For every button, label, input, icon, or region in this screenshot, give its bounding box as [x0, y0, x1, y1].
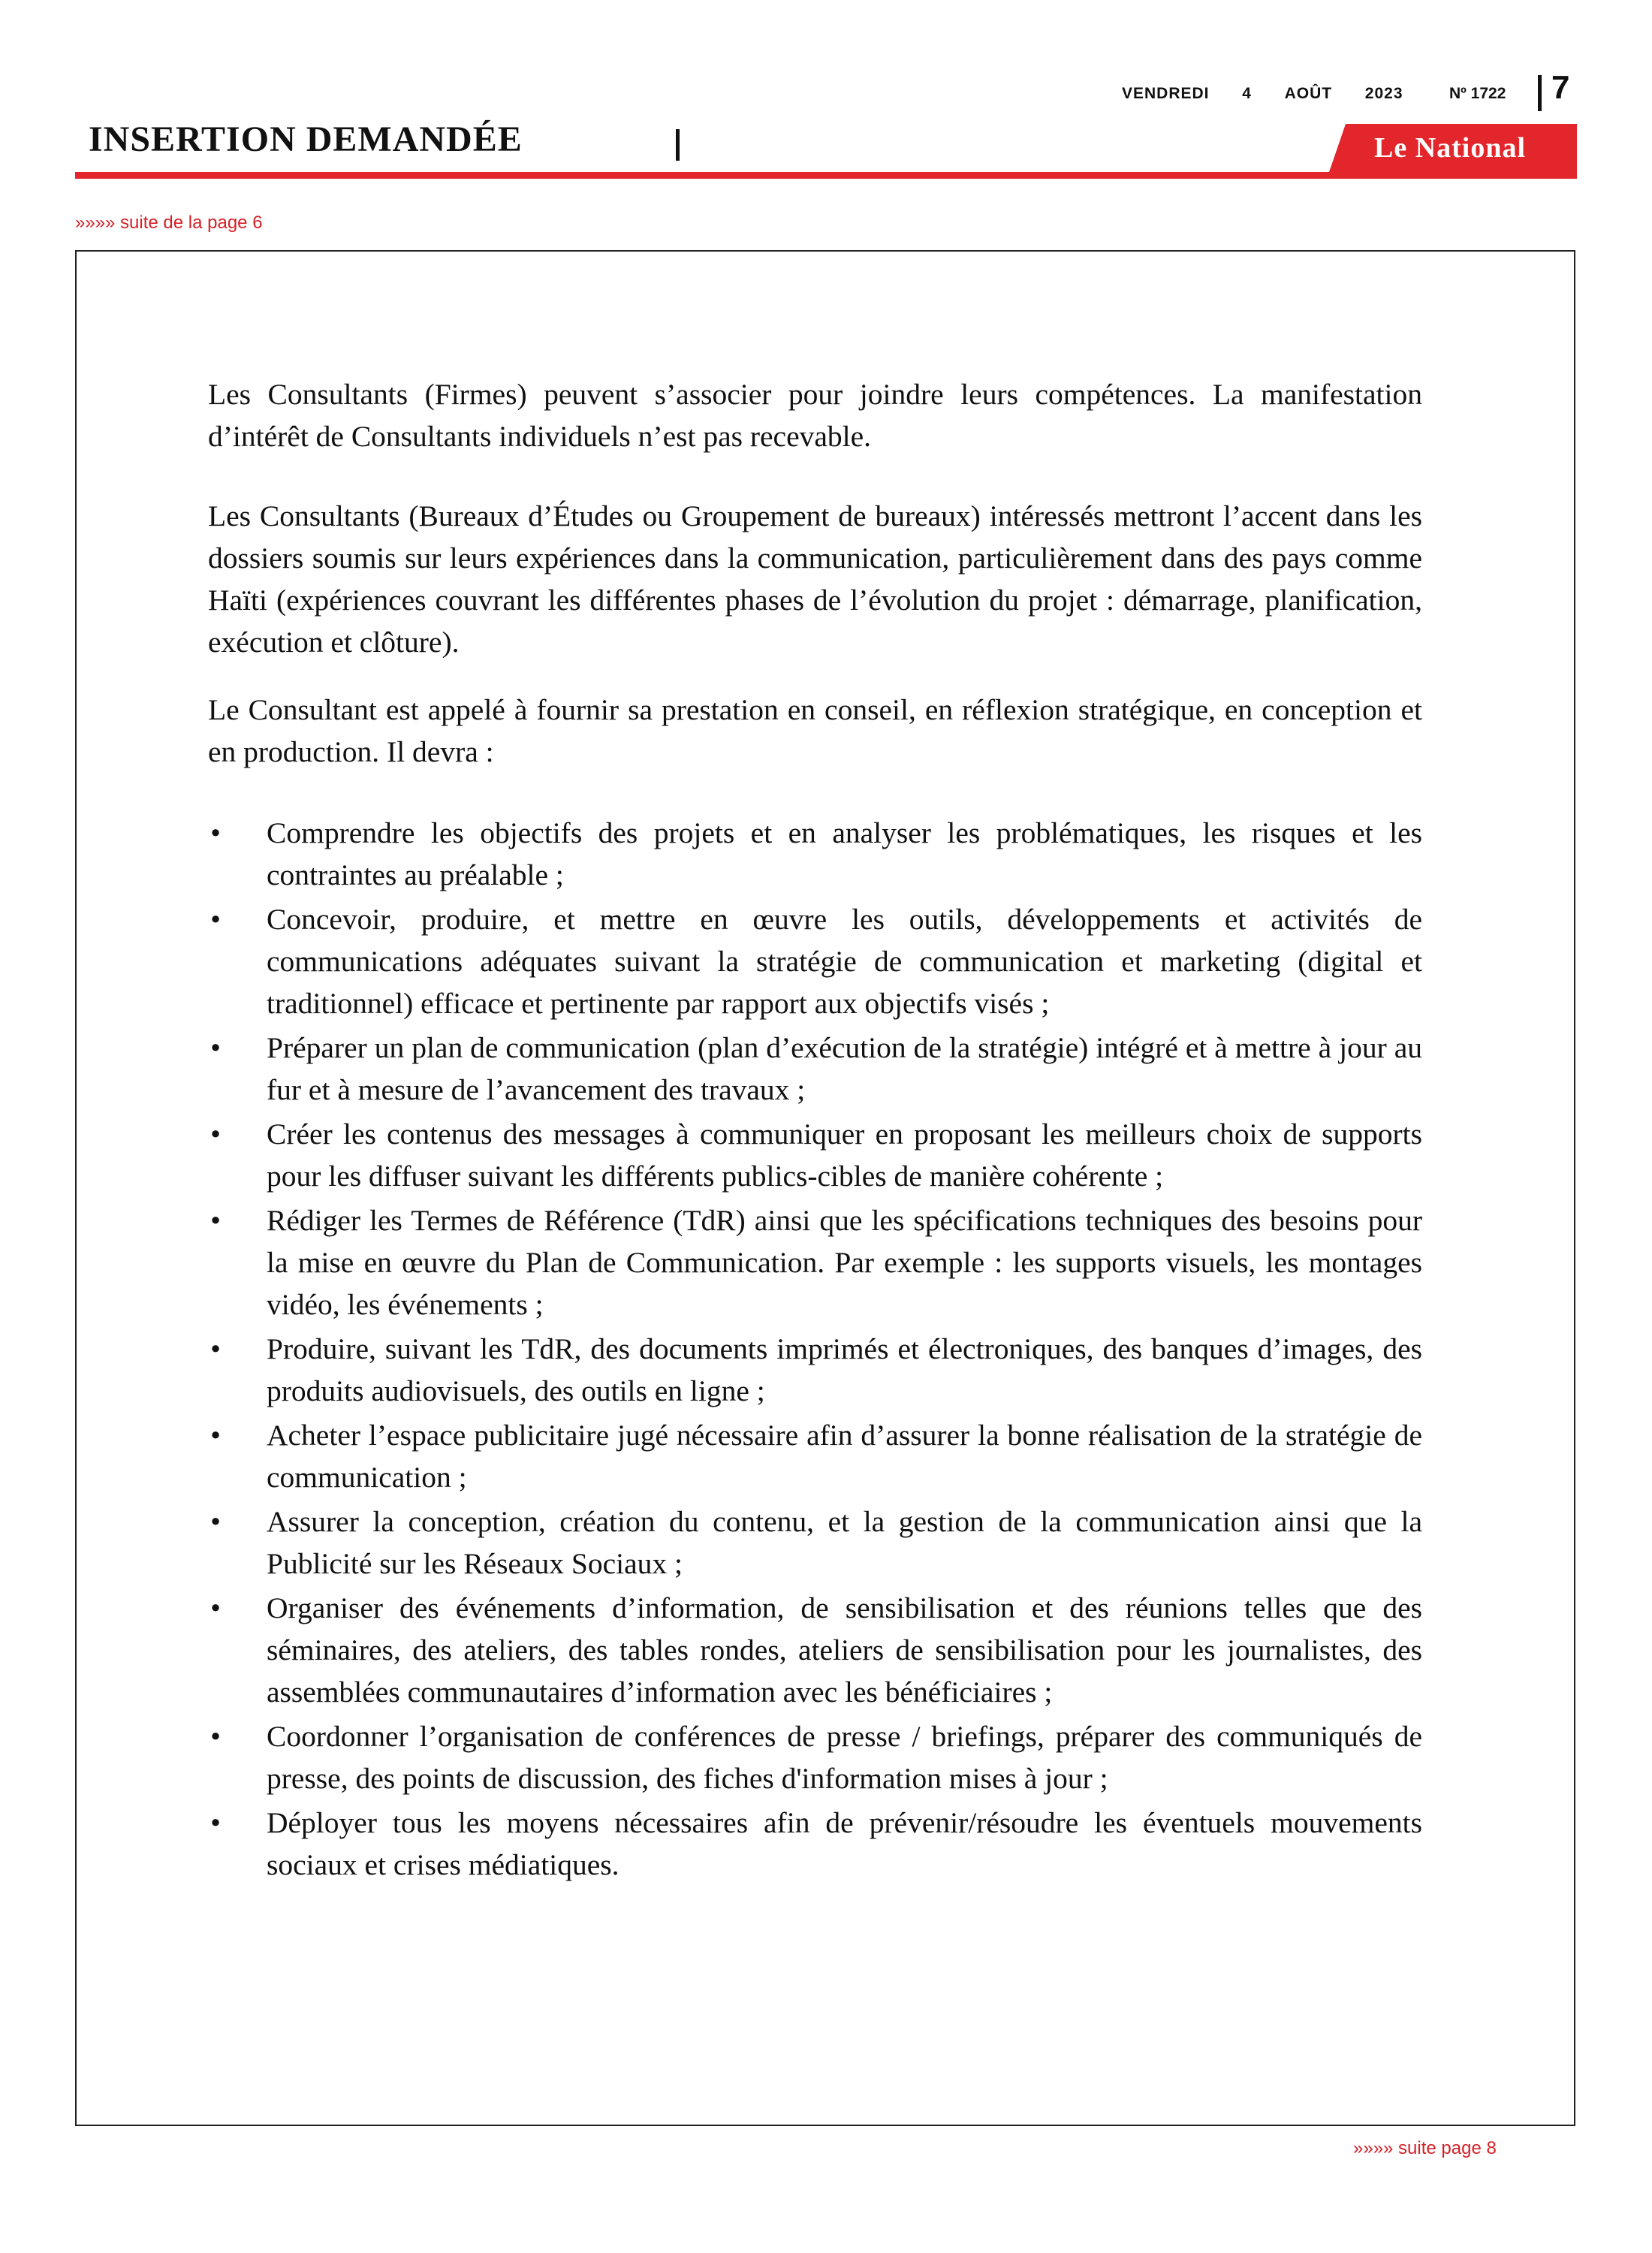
list-item	[208, 1414, 1422, 1498]
bullet-icon: •	[210, 1031, 221, 1064]
list-item	[208, 898, 1422, 1024]
list-item	[208, 812, 1422, 896]
list-item-text: Préparer un plan de communication (plan d’exécution de la stratégie) intégré et à mettre à jour au fur et à mesure de l’avancement des travaux ;	[267, 1031, 1422, 1106]
bullet-icon: •	[210, 1505, 221, 1538]
list-item	[208, 1715, 1422, 1799]
paragraph-experience: Les Consultants (Bureaux d’Études ou Groupement de bureaux) intéressés mettront l’accent dans les dossiers soumis sur leurs expériences dans la communication, particulièrement dans des pays comme Haïti (expériences couvrant les différentes phases de l’évolution du projet : démarrage, planification, exécution et clôture).	[208, 499, 1422, 659]
list-item-text: Coordonner l’organisation de conférences de presse / briefings, préparer des communiqués de presse, des points de discussion, des fiches d'information mises à jour ;	[267, 1720, 1422, 1795]
title-divider	[676, 129, 680, 161]
bullet-icon: •	[210, 1332, 221, 1365]
dateline-day: VENDREDI	[1122, 85, 1210, 102]
bullet-icon: •	[210, 1720, 221, 1753]
list-item-text: Produire, suivant les TdR, des documents imprimés et électroniques, des banques d’images, des produits audiovisuels, des outils en ligne ;	[267, 1332, 1422, 1407]
list-item	[208, 1802, 1422, 1886]
list-item	[208, 1500, 1422, 1585]
section-title: INSERTION DEMANDÉE	[89, 119, 523, 159]
page-number: 7	[1551, 69, 1570, 106]
page-number-divider	[1538, 75, 1542, 111]
list-item-text: Déployer tous les moyens nécessaires afin de prévenir/résoudre les éventuels mouvements sociaux et crises médiatiques.	[267, 1806, 1422, 1881]
bullet-icon: •	[210, 903, 221, 936]
brand-name: Le National	[1374, 132, 1527, 164]
dateline-year: 2023	[1364, 85, 1403, 102]
insertion-body	[208, 373, 1422, 1888]
dateline-date: 4	[1242, 85, 1252, 102]
list-item-text: Comprendre les objectifs des projets et en analyser les problématiques, les risques et les contraintes au préalable ;	[267, 816, 1422, 891]
paragraph-firms: Les Consultants (Firmes) peuvent s’associer pour joindre leurs compétences. La manifestation d’intérêt de Consultants individuels n’est pas recevable.	[208, 378, 1422, 453]
list-item-text: Acheter l’espace publicitaire jugé nécessaire afin d’assurer la bonne réalisation de la stratégie de communication ;	[267, 1419, 1422, 1494]
continued-from-link[interactable]: »»»» suite de la page 6	[75, 213, 263, 233]
list-item-text: Rédiger les Termes de Référence (TdR) ainsi que les spécifications techniques des besoins pour la mise en œuvre du Plan de Communication. Par exemple : les supports visuels, les montages vidéo, les événements ;	[267, 1204, 1422, 1321]
list-item-text: Assurer la conception, création du contenu, et la gestion de la communication ainsi que la Publicité sur les Réseaux Sociaux ;	[267, 1505, 1422, 1580]
list-item-text: Organiser des événements d’information, de sensibilisation et des réunions telles que des séminaires, des ateliers, des tables rondes, ateliers de sensibilisation pour les journalistes, des assemblées communautaires d’information avec les bénéficiaires ;	[267, 1591, 1422, 1709]
dateline	[1122, 85, 1403, 103]
issue-number: Nº 1722	[1449, 85, 1506, 102]
header-rule	[75, 172, 1577, 179]
bullet-icon: •	[210, 1591, 221, 1624]
bullet-icon: •	[210, 1117, 221, 1151]
bullet-icon: •	[210, 1806, 221, 1839]
list-item	[208, 1587, 1422, 1713]
continued-to-link[interactable]: »»»» suite page 8	[1353, 2138, 1497, 2158]
list-item	[208, 1113, 1422, 1197]
dateline-month: AOÛT	[1284, 85, 1333, 102]
bullet-icon: •	[210, 1204, 221, 1237]
bullet-icon: •	[210, 1419, 221, 1452]
tasks-list	[208, 812, 1422, 1886]
list-item	[208, 1199, 1422, 1326]
bullet-icon: •	[210, 816, 221, 849]
paragraph-mission: Le Consultant est appelé à fournir sa prestation en conseil, en réflexion stratégique, en conception et en production. Il devra :	[208, 693, 1422, 768]
list-item	[208, 1027, 1422, 1111]
list-item	[208, 1328, 1422, 1412]
list-item-text: Concevoir, produire, et mettre en œuvre les outils, développements et activités de communications adéquates suivant la stratégie de communication et marketing (digital et traditionnel) efficace et pertinente par rapport aux objectifs visés ;	[267, 903, 1422, 1020]
list-item-text: Créer les contenus des messages à communiquer en proposant les meilleurs choix de supports pour les diffuser suivant les différents publics-cibles de manière cohérente ;	[267, 1117, 1422, 1193]
